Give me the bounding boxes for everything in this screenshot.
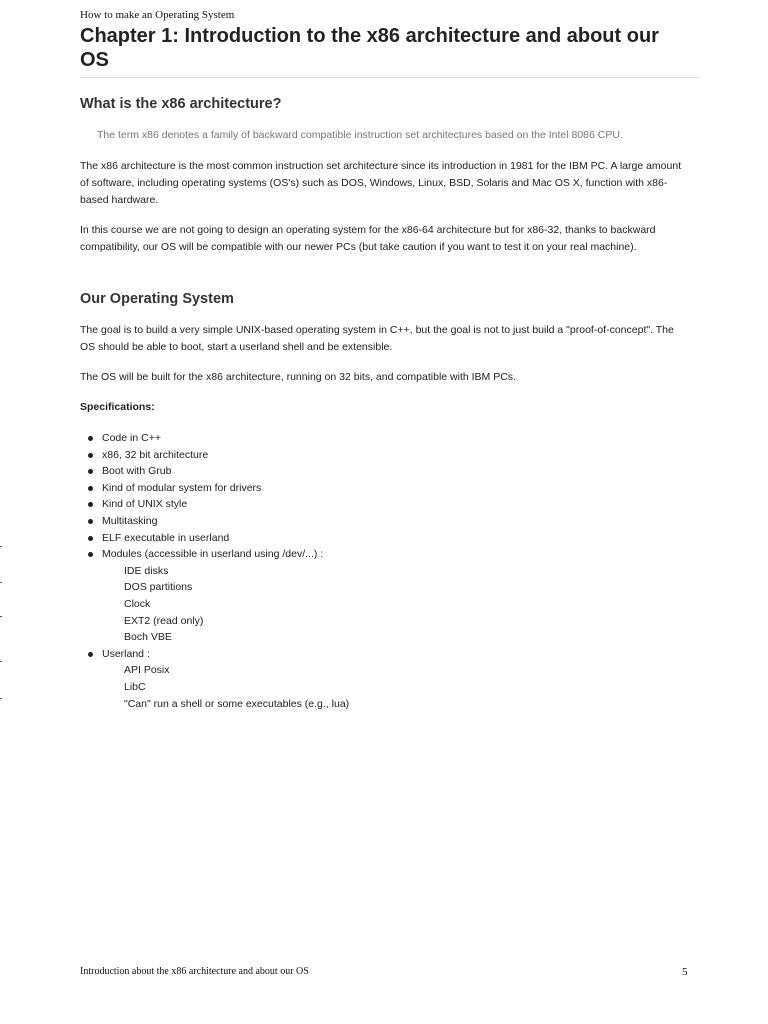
chapter-title: Chapter 1: Introduction to the x86 architecture and about our OS xyxy=(80,25,659,71)
page-number: 5 xyxy=(682,966,688,978)
definition-quote: The term x86 denotes a family of backward compatible instruction set architectures based on the Intel 8086 CPU. xyxy=(97,129,623,141)
spec-item: x86, 32 bit architecture xyxy=(80,447,680,464)
module-item: Boch VBE xyxy=(124,631,172,644)
edge-mark xyxy=(0,546,2,547)
module-item: DOS partitions xyxy=(124,581,193,594)
spec-item: Code in C++ xyxy=(80,430,680,447)
module-item: IDE disks xyxy=(124,564,169,577)
spec-item-modules: Modules (accessible in userland using /dev/...) : xyxy=(80,546,680,563)
footer-chapter-name: Introduction about the x86 architecture and about our OS xyxy=(80,966,309,977)
section-heading-our-os: Our Operating System xyxy=(80,291,234,307)
edge-mark xyxy=(0,582,2,583)
spec-item: Kind of modular system for drivers xyxy=(80,480,680,497)
specifications-list xyxy=(80,430,680,712)
paragraph-goal: The goal is to build a very simple UNIX-based operating system in C++, but the goal is not to just build a "proof-of-concept". The OS should be able to boot, start a userland shell and be extensible. xyxy=(80,324,674,353)
edge-mark xyxy=(0,698,2,699)
paragraph-course-scope: In this course we are not going to design an operating system for the x86-64 architecture but for x86-32, thanks to backward compatibility, our OS will be compatible with our newer PCs (but take caution if you want to test it on your real machine). xyxy=(80,224,656,253)
userland-item: "Can" run a shell or some executables (e.g., lua) xyxy=(124,697,350,710)
userland-item: LibC xyxy=(124,680,146,693)
module-item: EXT2 (read only) xyxy=(124,614,204,627)
paragraph-x86-history: The x86 architecture is the most common instruction set architecture since its introduction in 1981 for the IBM PC. A large amount of software, including operating systems (OS's) such as DOS, Windows, Linux, BSD, Solaris and Mac OS X, function with x86-based hardware. xyxy=(80,160,682,206)
paragraph-target-arch: The OS will be built for the x86 architecture, running on 32 bits, and compatible with IBM PCs. xyxy=(80,371,516,383)
running-header: How to make an Operating System xyxy=(80,9,235,21)
edge-mark xyxy=(0,616,2,617)
spec-item-userland: Userland : xyxy=(80,646,680,663)
spec-item: Boot with Grub xyxy=(80,463,680,480)
spec-item: Kind of UNIX style xyxy=(80,496,680,513)
edge-mark xyxy=(0,661,2,662)
title-divider xyxy=(80,77,700,78)
specifications-label: Specifications: xyxy=(80,401,155,413)
module-item: Clock xyxy=(124,597,151,610)
spec-item: Multitasking xyxy=(80,513,680,530)
spec-item: ELF executable in userland xyxy=(80,530,680,547)
section-heading-x86: What is the x86 architecture? xyxy=(80,96,282,112)
userland-item: API Posix xyxy=(124,664,170,677)
